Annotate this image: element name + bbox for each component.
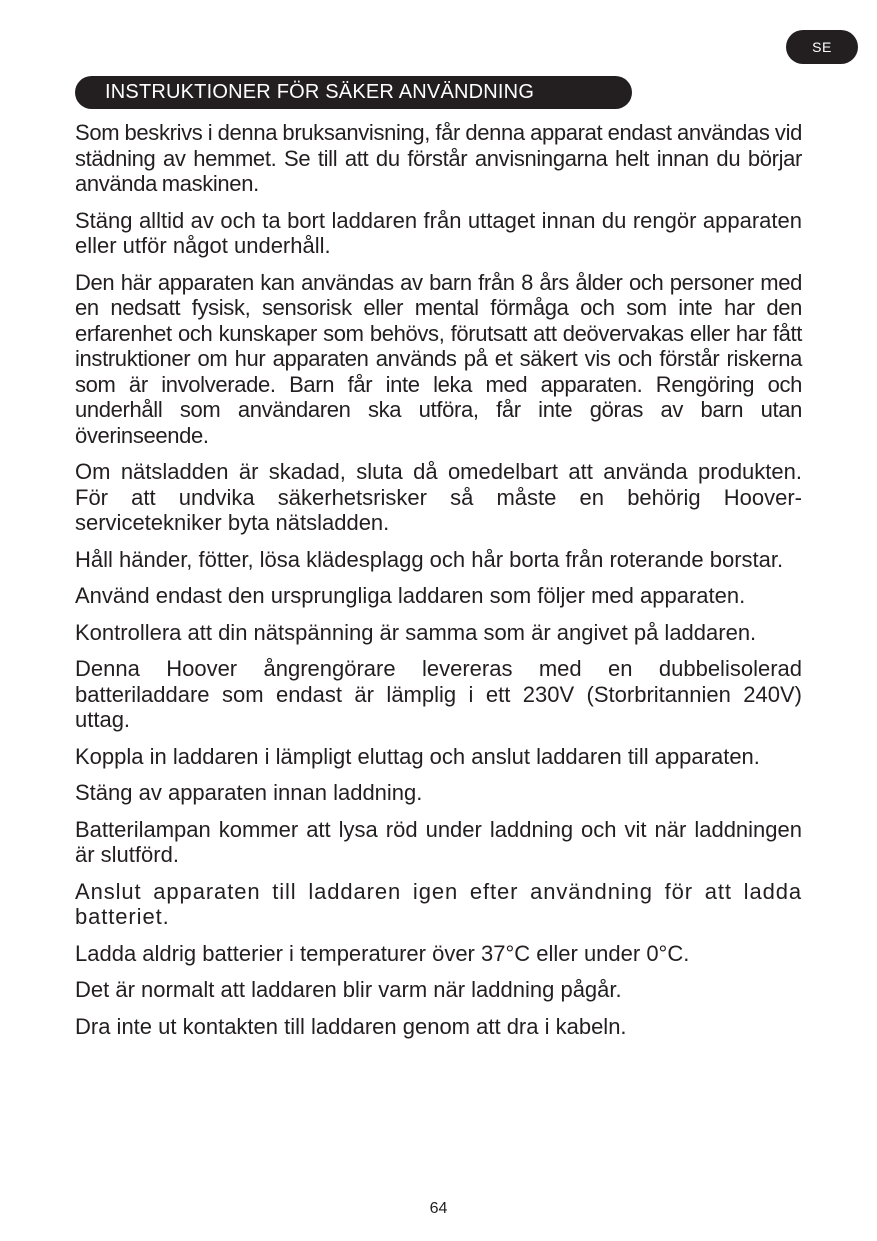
paragraph-children-and-supervision: Den här apparaten kan användas av barn från 8 års ålder och personer med en nedsatt fysisk, sensorisk eller mental förmåga och som inte har den erfarenhet och kunskaper som behövs, förutsatt att deövervakas eller har fått instruktioner om hur apparaten används på et säkert vis och förstår riskerna som är involverade. Barn får inte leka med apparaten. Rengöring och underhåll som användaren ska utföra, får inte göras av barn utan överinseende. [75, 269, 802, 448]
paragraph-rotating-brushes: Håll händer, fötter, lösa klädesplagg och hår borta från roterande borstar. [75, 546, 784, 572]
paragraph-unplug-before-cleaning: Stäng alltid av och ta bort laddaren från uttaget innan du rengör apparaten eller utför något underhåll. [75, 207, 802, 258]
paragraph-charger-warm: Det är normalt att laddaren blir varm när laddning pågår. [75, 977, 622, 1002]
paragraph-check-voltage: Kontrollera att din nätspänning är samma som är angivet på laddaren. [75, 619, 757, 645]
section-title: INSTRUKTIONER FÖR SÄKER ANVÄNDNING [75, 76, 632, 109]
page-number: 64 [429, 1200, 448, 1217]
paragraph-charging-temperature: Ladda aldrig batterier i temperaturer över 37°C eller under 0°C. [75, 940, 690, 966]
instructions-body [75, 120, 802, 1050]
language-badge: SE [786, 30, 858, 64]
paragraph-recharge-after-use: Anslut apparaten till laddaren igen efter användning för att ladda batteriet. [75, 878, 802, 929]
paragraph-double-insulated-charger: Denna Hoover ångrengörare levereras med en dubbelisolerad batteriladdare som endast är lämplig i ett 230V (Storbritannien 240V) uttag. [75, 656, 802, 732]
paragraph-connect-charger: Koppla in laddaren i lämpligt eluttag och anslut laddaren till apparaten. [75, 743, 760, 769]
paragraph-switch-off-before-charging: Stäng av apparaten innan laddning. [75, 780, 423, 805]
paragraph-intended-use: Som beskrivs i denna bruksanvisning, får denna apparat endast användas vid städning av hemmet. Se till att du förstår anvisningarna helt innan du börjar använda maskinen. [75, 120, 802, 196]
paragraph-battery-lamp: Batterilampan kommer att lysa röd under laddning och vit när laddningen är slutförd. [75, 816, 802, 867]
paragraph-damaged-cord: Om nätsladden är skadad, sluta då omedelbart att använda produkten. För att undvika säkerhetsrisker så måste en behörig Hoover-servicetekniker byta nätsladden. [75, 459, 802, 535]
paragraph-do-not-pull-cable: Dra inte ut kontakten till laddaren genom att dra i kabeln. [75, 1013, 627, 1039]
paragraph-original-charger: Använd endast den ursprungliga laddaren som följer med apparaten. [75, 583, 746, 608]
